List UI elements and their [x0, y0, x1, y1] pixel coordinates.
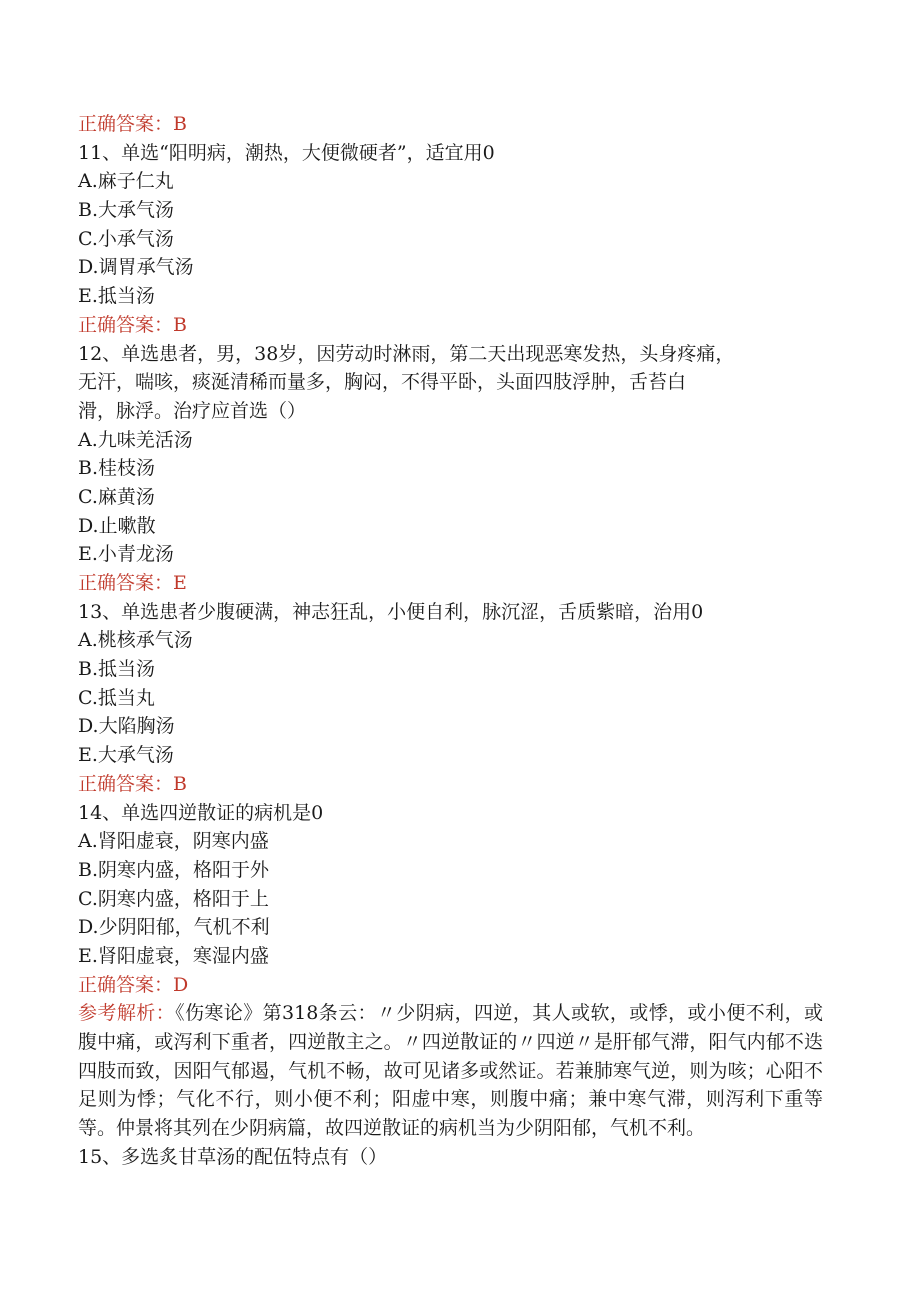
option-c: C.抵当丸	[78, 686, 155, 709]
analysis-text: 《伤寒论》第318条云：〃少阴病，四逆，其人或软，或悸，或小便不利，或腹中痛，或泻利下重者，四逆散主之。〃四逆散证的〃四逆〃是肝郁气滞，阳气内郁不迭四肢而致，因阳气郁遏，气机不畅，故可见诸多或然证。若兼肺寒气逆，则为咳；心阳不足则为悸；气化不行，则小便不利；阳虚中寒，则腹中痛；兼中寒气滞，则泻利下重等等。仲景将其列在少阴病篇，故四逆散证的病机当为少阴阳郁，气机不利。	[78, 1002, 823, 1140]
option-d: D.止嗽散	[78, 514, 156, 537]
option-d: D.调胃承气汤	[78, 256, 194, 279]
question-12-line-1: 12、单选患者，男，38岁，因劳动时淋雨，第二天出现恶寒发热，头身疼痛，	[78, 342, 735, 365]
option-d: D.大陷胸汤	[78, 715, 175, 738]
option-b: B.大承气汤	[78, 199, 175, 222]
question-14: 14、单选四逆散证的病机是0	[78, 801, 324, 824]
option-c: C.阴寒内盛，格阳于上	[78, 887, 269, 910]
option-c: C.麻黄汤	[78, 485, 155, 508]
question-12-line-2: 无汗，喘咳，痰涎清稀而量多，胸闷，不得平卧，头面四肢浮肿，舌苔白	[78, 371, 687, 394]
option-a: A.桃核承气汤	[78, 629, 193, 652]
answer-line: 正确答案：D	[78, 973, 189, 996]
question-15: 15、多选炙甘草汤的配伍特点有（）	[78, 1145, 388, 1168]
answer-line: 正确答案：B	[78, 772, 187, 795]
answer-line: 正确答案：B	[78, 313, 187, 336]
option-e: E.抵当汤	[78, 285, 155, 308]
question-12-line-3: 滑，脉浮。治疗应首选（）	[78, 399, 307, 422]
option-a: A.麻子仁丸	[78, 170, 174, 193]
question-11: 11、单选“阳明病，潮热，大便微硬者”，适宜用0	[78, 141, 495, 164]
option-e: E.小青龙汤	[78, 543, 174, 566]
option-b: B.抵当汤	[78, 658, 156, 681]
answer-line: 正确答案：E	[78, 572, 187, 594]
analysis-paragraph	[78, 999, 823, 1143]
option-b: B.桂枝汤	[78, 457, 156, 480]
option-c: C.小承气汤	[78, 227, 174, 250]
analysis-label: 参考解析：	[78, 1002, 176, 1025]
option-a: A.九味羌活汤	[78, 428, 193, 451]
answer-line: 正确答案：B	[78, 113, 187, 135]
option-a: A.肾阳虚衰，阴寒内盛	[78, 830, 269, 853]
option-e: E.大承气汤	[78, 744, 174, 767]
question-13: 13、单选患者少腹硬满，神志狂乱，小便自利，脉沉涩，舌质紫暗，治用0	[78, 600, 704, 623]
option-e: E.肾阳虚衰，寒湿内盛	[78, 944, 269, 967]
option-d: D.少阴阳郁，气机不利	[78, 916, 270, 939]
option-b: B.阴寒内盛，格阳于外	[78, 858, 270, 881]
document-body	[78, 110, 823, 1172]
